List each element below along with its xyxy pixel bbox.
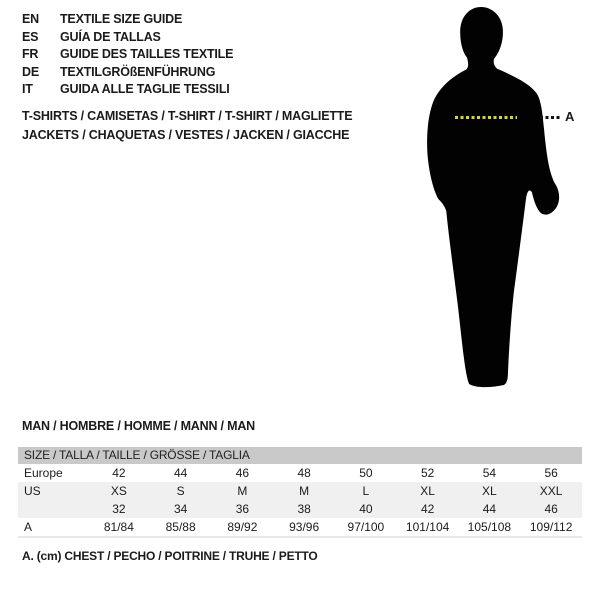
section-title-man: MAN / HOMBRE / HOMME / MANN / MAN — [22, 419, 255, 433]
size-cell: 44 — [173, 466, 188, 480]
man-silhouette-path — [427, 7, 559, 387]
row-label: Europe — [24, 466, 63, 480]
table-row-us-numeric — [18, 500, 582, 518]
size-cell: M — [237, 484, 248, 498]
table-row-chest — [18, 518, 582, 536]
size-cell: 52 — [420, 466, 435, 480]
garment-categories — [22, 107, 352, 144]
size-cell: 109/112 — [529, 520, 573, 534]
footnote-chest: A. (cm) CHEST / PECHO / POITRINE / TRUHE / PETTO — [22, 549, 318, 563]
language-code: FR — [22, 47, 39, 62]
chest-measure-line-outer — [540, 116, 561, 119]
size-cell: 48 — [297, 466, 311, 480]
language-code: ES — [22, 29, 39, 44]
size-cell: 42 — [112, 466, 126, 480]
measure-label-a: A — [565, 109, 575, 124]
size-cell: 40 — [359, 502, 373, 516]
size-table-header: SIZE / TALLA / TAILLE / GRÖSSE / TAGLIA — [18, 447, 582, 464]
language-label: GUIDA ALLE TAGLIE TESSILI — [60, 82, 230, 97]
language-code: DE — [22, 64, 39, 79]
size-cell: 54 — [482, 466, 497, 480]
table-row-europe — [18, 464, 582, 482]
size-cell: 93/96 — [289, 520, 320, 534]
size-cell: 81/84 — [103, 520, 134, 534]
size-cell: 34 — [173, 502, 188, 516]
language-row — [22, 11, 233, 29]
category-line-tshirts: T-SHIRTS / CAMISETAS / T-SHIRT / T-SHIRT / MAGLIETTE — [22, 109, 353, 123]
chest-measure-line-inner — [455, 116, 517, 119]
language-row — [22, 64, 233, 82]
language-label: GUIDE DES TAILLES TEXTILE — [60, 47, 234, 62]
size-cell: XL — [482, 484, 497, 498]
size-cell: XS — [110, 484, 127, 498]
table-row-us — [18, 482, 582, 500]
size-cell: 42 — [420, 502, 435, 516]
size-cell: 89/92 — [227, 520, 258, 534]
size-cell: 32 — [112, 502, 126, 516]
size-cell: 85/88 — [165, 520, 196, 534]
language-label: GUÍA DE TALLAS — [60, 29, 161, 44]
man-silhouette — [420, 5, 570, 393]
size-cell: S — [176, 484, 185, 498]
row-label: A — [24, 520, 33, 534]
size-cell: 36 — [235, 502, 250, 516]
size-cell: 101/104 — [405, 520, 450, 534]
language-row — [22, 81, 233, 99]
language-label: TEXTILGRÖßENFÜHRUNG — [60, 64, 216, 79]
language-code: EN — [22, 12, 39, 26]
size-cell: 38 — [297, 502, 311, 516]
size-cell: XXL — [539, 484, 563, 498]
size-cell: 105/108 — [467, 520, 512, 534]
size-cell: 56 — [544, 466, 558, 480]
language-list — [22, 11, 233, 99]
language-row — [22, 46, 233, 64]
size-cell: 46 — [544, 502, 558, 516]
size-cell: XL — [420, 484, 435, 498]
man-silhouette-svg — [420, 5, 570, 393]
size-cell: 97/100 — [347, 520, 385, 534]
row-label: US — [24, 484, 41, 498]
size-cell: 50 — [359, 466, 373, 480]
language-code: IT — [22, 82, 33, 97]
size-cell: 46 — [235, 466, 250, 480]
language-label: TEXTILE SIZE GUIDE — [60, 12, 183, 26]
row-label — [18, 500, 88, 518]
category-line-jackets: JACKETS / CHAQUETAS / VESTES / JACKEN / GIACCHE — [22, 127, 350, 142]
language-row — [22, 29, 233, 47]
size-cell: 44 — [482, 502, 497, 516]
size-cell: L — [362, 484, 370, 498]
size-cell: M — [299, 484, 310, 498]
size-table — [18, 447, 582, 538]
